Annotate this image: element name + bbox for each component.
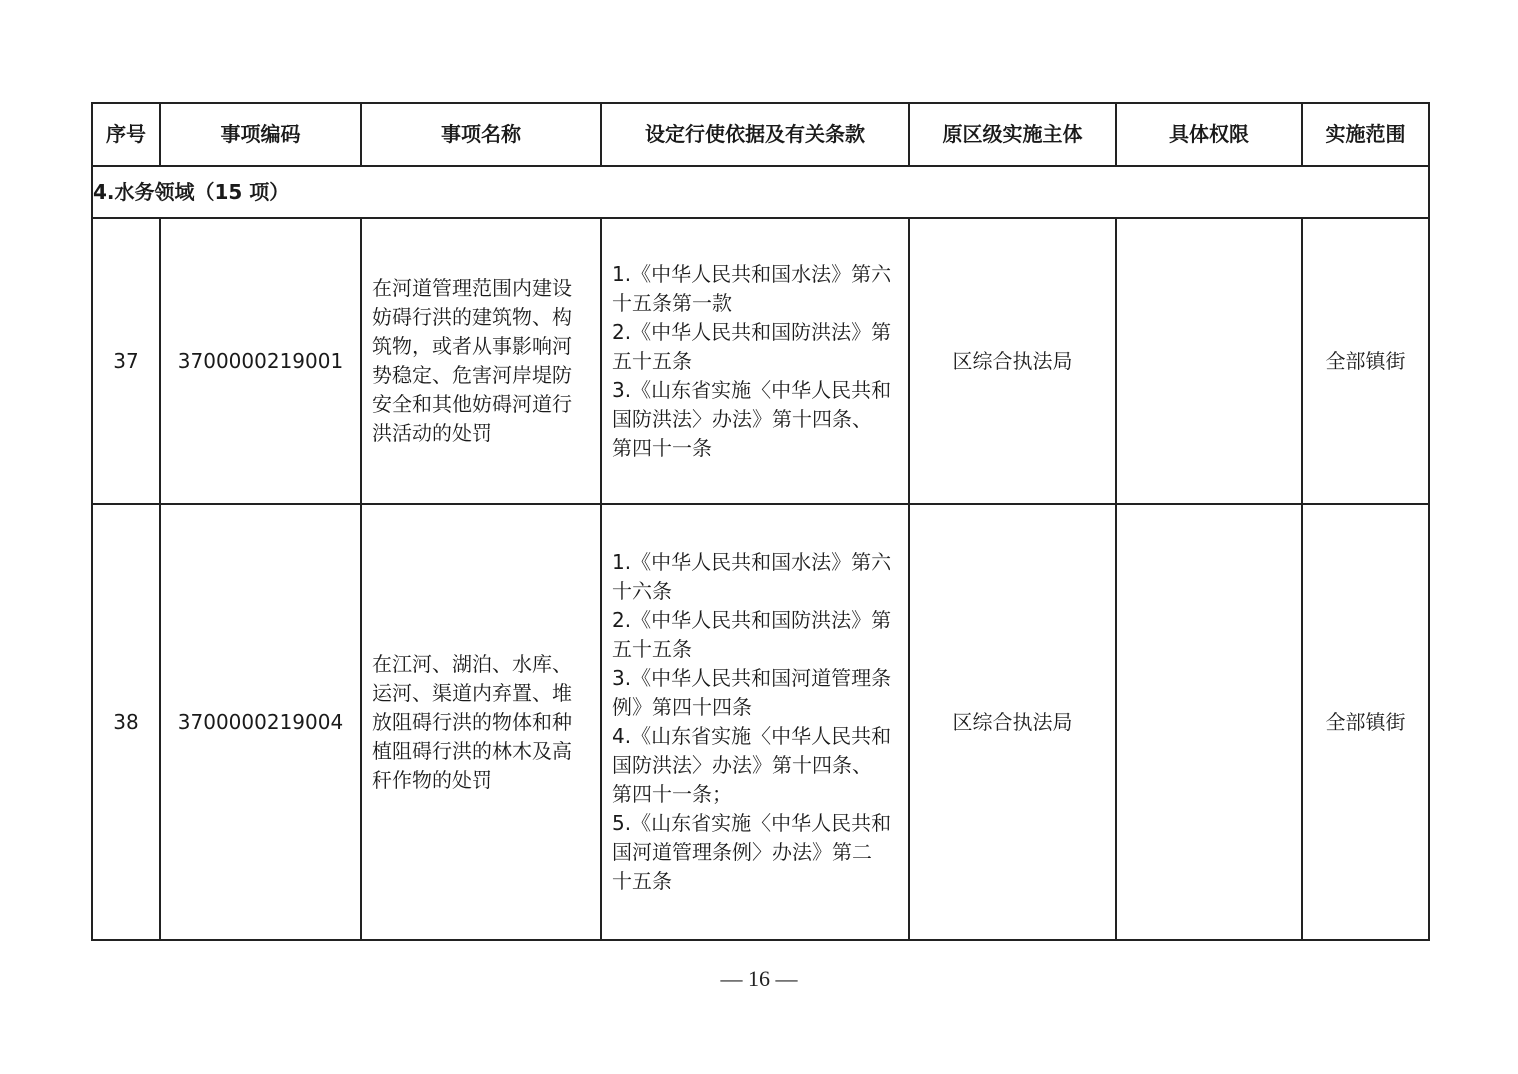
basis-line: 2.《中华人民共和国防洪法》第: [612, 319, 892, 344]
basis-line: 1.《中华人民共和国水法》第六: [612, 261, 892, 286]
row-power: [1116, 218, 1302, 504]
header-name: 事项名称: [361, 103, 601, 166]
name-line: 在河道管理范围内建设: [372, 276, 572, 300]
header-power: 具体权限: [1116, 103, 1302, 166]
basis-line: 十六条: [612, 579, 672, 603]
basis-line: 第四十一条: [612, 435, 712, 460]
row-seq: 38: [92, 504, 160, 940]
name-line: 势稳定、危害河岸堤防: [372, 363, 572, 387]
basis-line: 4.《山东省实施〈中华人民共和: [612, 724, 892, 748]
basis-line: 五十五条: [612, 637, 692, 661]
regulation-table: [91, 102, 1430, 941]
name-line: 秆作物的处罚: [372, 767, 492, 792]
row-basis: [601, 504, 909, 940]
table-row: [92, 504, 1429, 940]
row-power: [1116, 504, 1302, 940]
row-code: 3700000219004: [160, 504, 361, 940]
name-line: 安全和其他妨碍河道行: [372, 392, 572, 416]
row-scope: 全部镇街: [1302, 504, 1429, 940]
name-line: 植阻碍行洪的林木及高: [372, 738, 572, 763]
basis-line: 2.《中华人民共和国防洪法》第: [612, 608, 892, 632]
row-authority: 区综合执法局: [909, 504, 1116, 940]
page-number: — 16 —: [720, 966, 798, 991]
basis-line: 5.《山东省实施〈中华人民共和: [612, 811, 892, 835]
basis-line: 国防洪法〉办法》第十四条、: [612, 406, 872, 431]
row-seq: 37: [92, 218, 160, 504]
basis-line: 3.《中华人民共和国河道管理条: [612, 666, 892, 690]
row-code: 3700000219001: [160, 218, 361, 504]
basis-line: 1.《中华人民共和国水法》第六: [612, 550, 892, 574]
name-line: 运河、渠道内弃置、堆: [372, 680, 572, 705]
name-line: 妨碍行洪的建筑物、构: [372, 305, 572, 329]
header-seq: 序号: [92, 103, 160, 166]
basis-line: 十五条第一款: [612, 290, 732, 315]
name-line: 筑物，或者从事影响河: [372, 334, 572, 358]
name-line: 洪活动的处罚: [372, 421, 492, 445]
section-title: 4.水务领域（15 项）: [92, 166, 1429, 218]
table-row: [92, 218, 1429, 504]
row-basis: [601, 218, 909, 504]
section-row: [92, 166, 1429, 218]
header-row: [92, 103, 1429, 166]
basis-line: 3.《山东省实施〈中华人民共和: [612, 377, 892, 402]
basis-line: 国防洪法〉办法》第十四条、: [612, 753, 872, 777]
name-line: 放阻碍行洪的物体和种: [372, 709, 572, 734]
basis-line: 国河道管理条例〉办法》第二: [612, 840, 872, 864]
name-line: 在江河、湖泊、水库、: [372, 651, 572, 676]
row-name: [361, 218, 601, 504]
header-scope: 实施范围: [1302, 103, 1429, 166]
header-basis: 设定行使依据及有关条款: [601, 103, 909, 166]
row-name: [361, 504, 601, 940]
row-scope: 全部镇街: [1302, 218, 1429, 504]
basis-line: 十五条: [612, 869, 672, 893]
basis-line: 五十五条: [612, 348, 692, 373]
row-authority: 区综合执法局: [909, 218, 1116, 504]
basis-line: 第四十一条；: [612, 782, 732, 806]
basis-line: 例》第四十四条: [612, 695, 752, 719]
header-code: 事项编码: [160, 103, 361, 166]
header-authority: 原区级实施主体: [909, 103, 1116, 166]
